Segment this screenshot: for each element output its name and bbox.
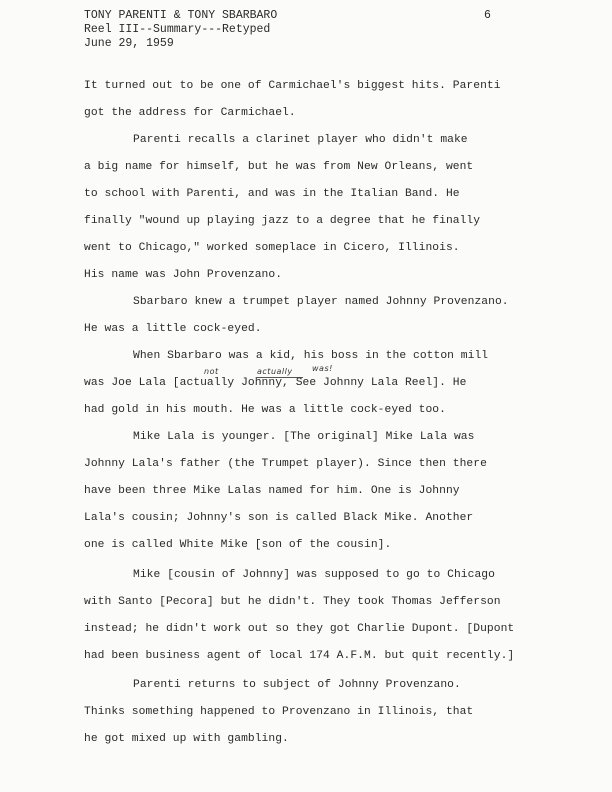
header-names: TONY PARENTI & TONY SBARBARO [84,9,278,22]
header-reel: Reel III--Summary---Retyped [84,23,271,36]
handwritten-was: was! [312,364,333,373]
text-line: Mike Lala is younger. [The original] Mike Lala was [133,431,475,443]
text-line: Johnny Lala's father (the Trumpet player). Since then there [84,458,487,470]
text-line: have been three Mike Lalas named for him. One is Johnny [84,485,460,497]
text-line: went to Chicago," worked someplace in Cicero, Illinois. [84,242,460,254]
text-line: a big name for himself, but he was from New Orleans, went [84,161,474,173]
page-number: 6 [484,9,491,22]
text-line: It turned out to be one of Carmichael's biggest hits. Parenti [84,80,501,92]
text-line: When Sbarbaro was a kid, his boss in the cotton mill [133,350,489,362]
text-line: got the address for Carmichael. [84,107,296,119]
text-line: Parenti returns to subject of Johnny Provenzano. [133,679,461,691]
text-line: His name was John Provenzano. [84,269,283,281]
text-line: He was a little cock-eyed. [84,323,262,335]
handwritten-not: not [204,367,219,376]
text-line: had gold in his mouth. He was a little cock-eyed too. [84,404,446,416]
text-line: to school with Parenti, and was in the Italian Band. He [84,188,460,200]
header-date: June 29, 1959 [84,37,174,50]
text-line: Mike [cousin of Johnny] was supposed to go to Chicago [133,569,495,581]
text-line: Lala's cousin; Johnny's son is called Black Mike. Another [84,512,474,524]
text-line: had been business agent of local 174 A.F.M. but quit recently.] [84,650,515,662]
text-line: Parenti recalls a clarinet player who didn't make [133,134,468,146]
text-line: was Joe Lala [actually Johnny, See Johnny Lala Reel]. He [84,377,467,389]
text-line: finally "wound up playing jazz to a degree that he finally [84,215,481,227]
text-line: he got mixed up with gambling. [84,733,289,745]
handwritten-actually: actually [257,367,293,376]
text-line: with Santo [Pecora] but he didn't. They took Thomas Jefferson [84,596,501,608]
text-line: Sbarbaro knew a trumpet player named Johnny Provenzano. [133,296,509,308]
text-line: instead; he didn't work out so they got Charlie Dupont. [Dupont [84,623,515,635]
text-line: Thinks something happened to Provenzano in Illinois, that [84,706,474,718]
text-line: one is called White Mike [son of the cousin]. [84,539,392,551]
